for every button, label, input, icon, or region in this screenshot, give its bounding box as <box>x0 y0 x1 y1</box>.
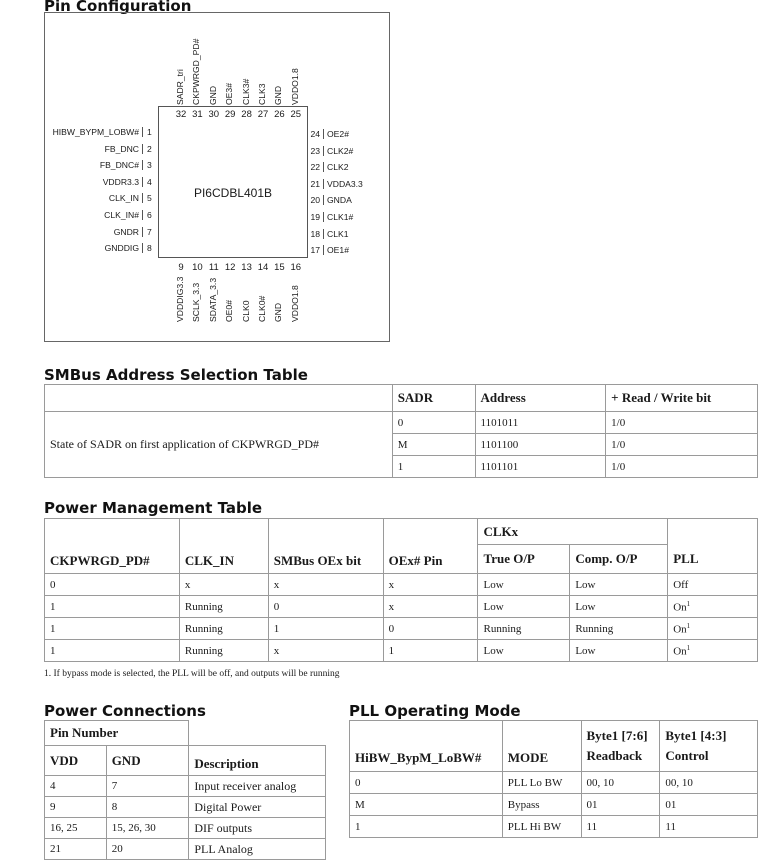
pin-number: 25 <box>290 109 302 120</box>
table-cell: M <box>392 434 475 456</box>
pin-name: VDDR3.3 <box>102 176 139 187</box>
right-pin <box>306 195 352 205</box>
table-cell: Low <box>570 574 668 596</box>
pll-value: On <box>673 601 687 614</box>
pin-number: 19 <box>306 212 324 222</box>
pm-header-smbus-text: SMBus OEx bit <box>273 553 362 568</box>
pin-number: 15 <box>274 262 285 273</box>
table-cell: 00, 10 <box>581 772 660 794</box>
table-cell: 00, 10 <box>660 772 758 794</box>
table-cell <box>668 618 758 640</box>
pin-number: 7 <box>142 227 158 237</box>
table-cell: Digital Power <box>189 797 326 818</box>
table-cell: 0 <box>350 772 503 794</box>
pin-name: CLK1# <box>327 212 354 222</box>
pin-number: 13 <box>241 262 252 273</box>
pll-header-hibw: HiBW_BypM_LoBW# <box>350 721 503 772</box>
pin-name: SDATA_3.3 <box>207 277 218 322</box>
pin-name: VDDA3.3 <box>327 178 363 189</box>
pin-name: CLK0# <box>257 295 267 322</box>
pll-header-byte76-l2: Readback <box>586 748 643 763</box>
pll-header-byte43-l1: Byte1 [4:3] <box>665 728 727 743</box>
table-cell: Off <box>668 574 758 596</box>
pin-name: VDDO1.8 <box>289 68 300 105</box>
pm-header-oex <box>383 519 478 574</box>
pin-name: CLK2# <box>327 145 354 156</box>
pll-header-byte76 <box>581 721 660 772</box>
pin-number: 32 <box>175 109 187 120</box>
table-cell: 01 <box>660 794 758 816</box>
pin-number: 1 <box>142 127 158 137</box>
left-pin <box>8 144 158 154</box>
pll-mode-table <box>349 720 758 838</box>
right-pin <box>306 212 353 222</box>
pin-name: CKPWRGD_PD# <box>191 38 202 105</box>
table-cell: 1 <box>350 816 503 838</box>
table-cell: 1/0 <box>606 456 758 478</box>
power-mgmt-table <box>44 518 758 662</box>
table-cell: 9 <box>45 797 107 818</box>
pin-name: GNDR <box>113 226 139 237</box>
pin-number: 4 <box>142 177 158 187</box>
pin-number: 3 <box>142 160 158 170</box>
pin-name: CLK_IN# <box>104 210 139 220</box>
pin-number: 8 <box>142 243 158 253</box>
pin-name: VDDDIG3.3 <box>175 276 185 322</box>
table-cell: Running <box>179 640 268 662</box>
table-cell: 7 <box>106 776 189 797</box>
table-cell: 8 <box>106 797 189 818</box>
pm-header-pll: PLL <box>668 545 758 574</box>
pin-number: 16 <box>290 262 302 273</box>
pin-number: 23 <box>306 146 324 156</box>
smbus-header-blank <box>45 385 393 412</box>
table-cell: 21 <box>45 839 107 860</box>
pll-header-byte76-l1: Byte1 [7:6] <box>586 728 648 743</box>
table-cell: 1 <box>45 640 180 662</box>
pc-header-vdd: VDD <box>45 746 107 776</box>
pll-header-byte43 <box>660 721 758 772</box>
table-cell: 1101100 <box>475 434 606 456</box>
pm-header-ckpwrgd <box>45 519 180 574</box>
pm-header-oex-text: OEx# Pin <box>388 553 443 568</box>
right-pin <box>306 179 363 189</box>
power-mgmt-footnote: 1. If bypass mode is selected, the PLL will be off, and outputs will be running <box>44 669 340 679</box>
table-cell: 1 <box>392 456 475 478</box>
table-cell: 15, 26, 30 <box>106 818 189 839</box>
table-cell: Low <box>570 596 668 618</box>
left-pin <box>8 210 158 220</box>
pin-name: OE0# <box>224 300 235 322</box>
pll-mode-title: PLL Operating Mode <box>349 702 521 720</box>
table-cell: 1 <box>383 640 478 662</box>
table-cell: 1 <box>268 618 383 640</box>
pm-header-comp: Comp. O/P <box>570 545 668 574</box>
chip-outline <box>158 106 308 258</box>
table-cell: 0 <box>45 574 180 596</box>
table-cell: 4 <box>45 776 107 797</box>
pc-header-blank <box>189 721 326 746</box>
table-cell: Low <box>478 574 570 596</box>
table-cell: 11 <box>581 816 660 838</box>
pin-name: OE3# <box>224 83 235 105</box>
power-conn-title: Power Connections <box>44 702 206 720</box>
table-cell: 11 <box>660 816 758 838</box>
pin-name: GNDDIG <box>104 243 139 254</box>
pin-name: SADR_tri <box>175 69 185 105</box>
pin-name: CLK0 <box>240 300 251 322</box>
table-cell: DIF outputs <box>189 818 326 839</box>
pin-number: 22 <box>306 162 324 172</box>
table-cell: 16, 25 <box>45 818 107 839</box>
pm-header-clkin-text: CLK_IN <box>184 553 234 568</box>
pin-name: VDDO1.8 <box>289 285 300 322</box>
table-cell <box>668 640 758 662</box>
table-cell: 1101101 <box>475 456 606 478</box>
pin-number: 5 <box>142 193 158 203</box>
pin-name: GND <box>273 302 284 322</box>
pin-name: HIBW_BYPM_LOBW# <box>52 127 139 137</box>
table-cell: Low <box>570 640 668 662</box>
pin-number: 12 <box>224 262 236 273</box>
table-cell: M <box>350 794 503 816</box>
table-cell: 1 <box>45 618 180 640</box>
pin-number: 29 <box>224 109 236 120</box>
pll-header-byte43-l2: Control <box>665 748 709 763</box>
pin-number: 18 <box>306 229 324 239</box>
left-pin <box>8 243 158 253</box>
pin-name: CLK1 <box>327 228 349 239</box>
table-cell: 1/0 <box>606 412 758 434</box>
pll-value: On <box>673 623 687 636</box>
pc-header-pin-number: Pin Number <box>45 721 189 746</box>
pin-name: SCLK_3.3 <box>191 282 202 322</box>
table-cell: 0 <box>392 412 475 434</box>
chip-name: PI6CDBL401B <box>193 186 273 200</box>
pin-name: CLK3# <box>240 78 251 105</box>
table-cell: Running <box>478 618 570 640</box>
pin-name: CLK2 <box>327 162 349 173</box>
pll-value: On <box>673 645 687 658</box>
pin-number: 28 <box>241 109 252 120</box>
pin-number: 20 <box>306 195 324 205</box>
right-pin <box>306 245 349 255</box>
table-cell: Low <box>478 596 570 618</box>
smbus-header-sadr: SADR <box>392 385 475 412</box>
pin-name: OE2# <box>327 129 349 139</box>
table-cell: x <box>383 574 478 596</box>
smbus-title: SMBus Address Selection Table <box>44 366 308 384</box>
pin-name: GNDA <box>327 195 352 206</box>
right-pin <box>306 129 349 139</box>
pin-number: 2 <box>142 144 158 154</box>
table-cell: Running <box>179 596 268 618</box>
table-cell: x <box>268 640 383 662</box>
smbus-row-label: State of SADR on first application of CKPWRGD_PD# <box>45 412 393 478</box>
left-pin <box>8 160 158 170</box>
pin-number: 17 <box>306 245 324 255</box>
pin-number: 31 <box>192 109 203 120</box>
smbus-table <box>44 384 758 478</box>
table-cell: Low <box>478 640 570 662</box>
table-cell: x <box>179 574 268 596</box>
pm-header-true: True O/P <box>478 545 570 574</box>
table-cell: Input receiver analog <box>189 776 326 797</box>
pin-number: 11 <box>208 262 219 273</box>
pm-header-pll-top <box>668 519 758 545</box>
table-cell: Running <box>570 618 668 640</box>
pm-header-clkin <box>179 519 268 574</box>
smbus-header-rw: + Read / Write bit <box>606 385 758 412</box>
footnote-mark: 1 <box>686 621 691 630</box>
pin-name: OE1# <box>327 245 349 256</box>
power-conn-table <box>44 720 326 860</box>
smbus-header-address: Address <box>475 385 606 412</box>
pll-header-mode: MODE <box>502 721 581 772</box>
table-cell: 1 <box>45 596 180 618</box>
table-cell: Running <box>179 618 268 640</box>
pin-config-title: Pin Configuration <box>44 0 192 15</box>
pin-number: 21 <box>306 179 324 189</box>
pin-name: CLK3 <box>257 83 267 105</box>
pin-number: 27 <box>257 109 269 120</box>
pin-name: GND <box>207 85 218 105</box>
pin-number: 9 <box>178 262 184 273</box>
pm-header-smbus <box>268 519 383 574</box>
pin-number: 14 <box>257 262 269 273</box>
pc-header-desc: Description <box>189 746 326 776</box>
pin-name: FB_DNC# <box>99 160 139 171</box>
pin-number: 30 <box>208 109 220 120</box>
pin-name: FB_DNC <box>104 143 139 154</box>
table-cell: 0 <box>383 618 478 640</box>
table-cell: x <box>268 574 383 596</box>
table-cell: PLL Analog <box>189 839 326 860</box>
pin-number: 6 <box>142 210 158 220</box>
table-cell: PLL Lo BW <box>502 772 581 794</box>
right-pin <box>306 229 349 239</box>
right-pin <box>306 162 349 172</box>
power-mgmt-title: Power Management Table <box>44 499 263 517</box>
pin-number: 26 <box>274 109 285 120</box>
pin-name: CLK_IN <box>108 193 139 204</box>
right-pin <box>306 146 353 156</box>
table-cell: x <box>383 596 478 618</box>
left-pin <box>8 193 158 203</box>
footnote-mark: 1 <box>686 643 691 652</box>
pm-header-ckpwrgd-text: CKPWRGD_PD# <box>50 553 150 568</box>
pin-number: 24 <box>306 129 324 139</box>
pm-header-clkx: CLKx <box>478 519 668 545</box>
pin-name: GND <box>273 85 284 105</box>
left-pin <box>8 177 158 187</box>
table-cell: 1101011 <box>475 412 606 434</box>
left-pin <box>8 127 158 137</box>
table-cell: 20 <box>106 839 189 860</box>
table-cell: PLL Hi BW <box>502 816 581 838</box>
left-pin <box>8 227 158 237</box>
pc-header-gnd: GND <box>106 746 189 776</box>
footnote-mark: 1 <box>686 599 691 608</box>
pin-number: 10 <box>192 262 203 273</box>
table-cell: 01 <box>581 794 660 816</box>
table-cell: Bypass <box>502 794 581 816</box>
table-cell: 1/0 <box>606 434 758 456</box>
table-cell <box>668 596 758 618</box>
table-cell: 0 <box>268 596 383 618</box>
